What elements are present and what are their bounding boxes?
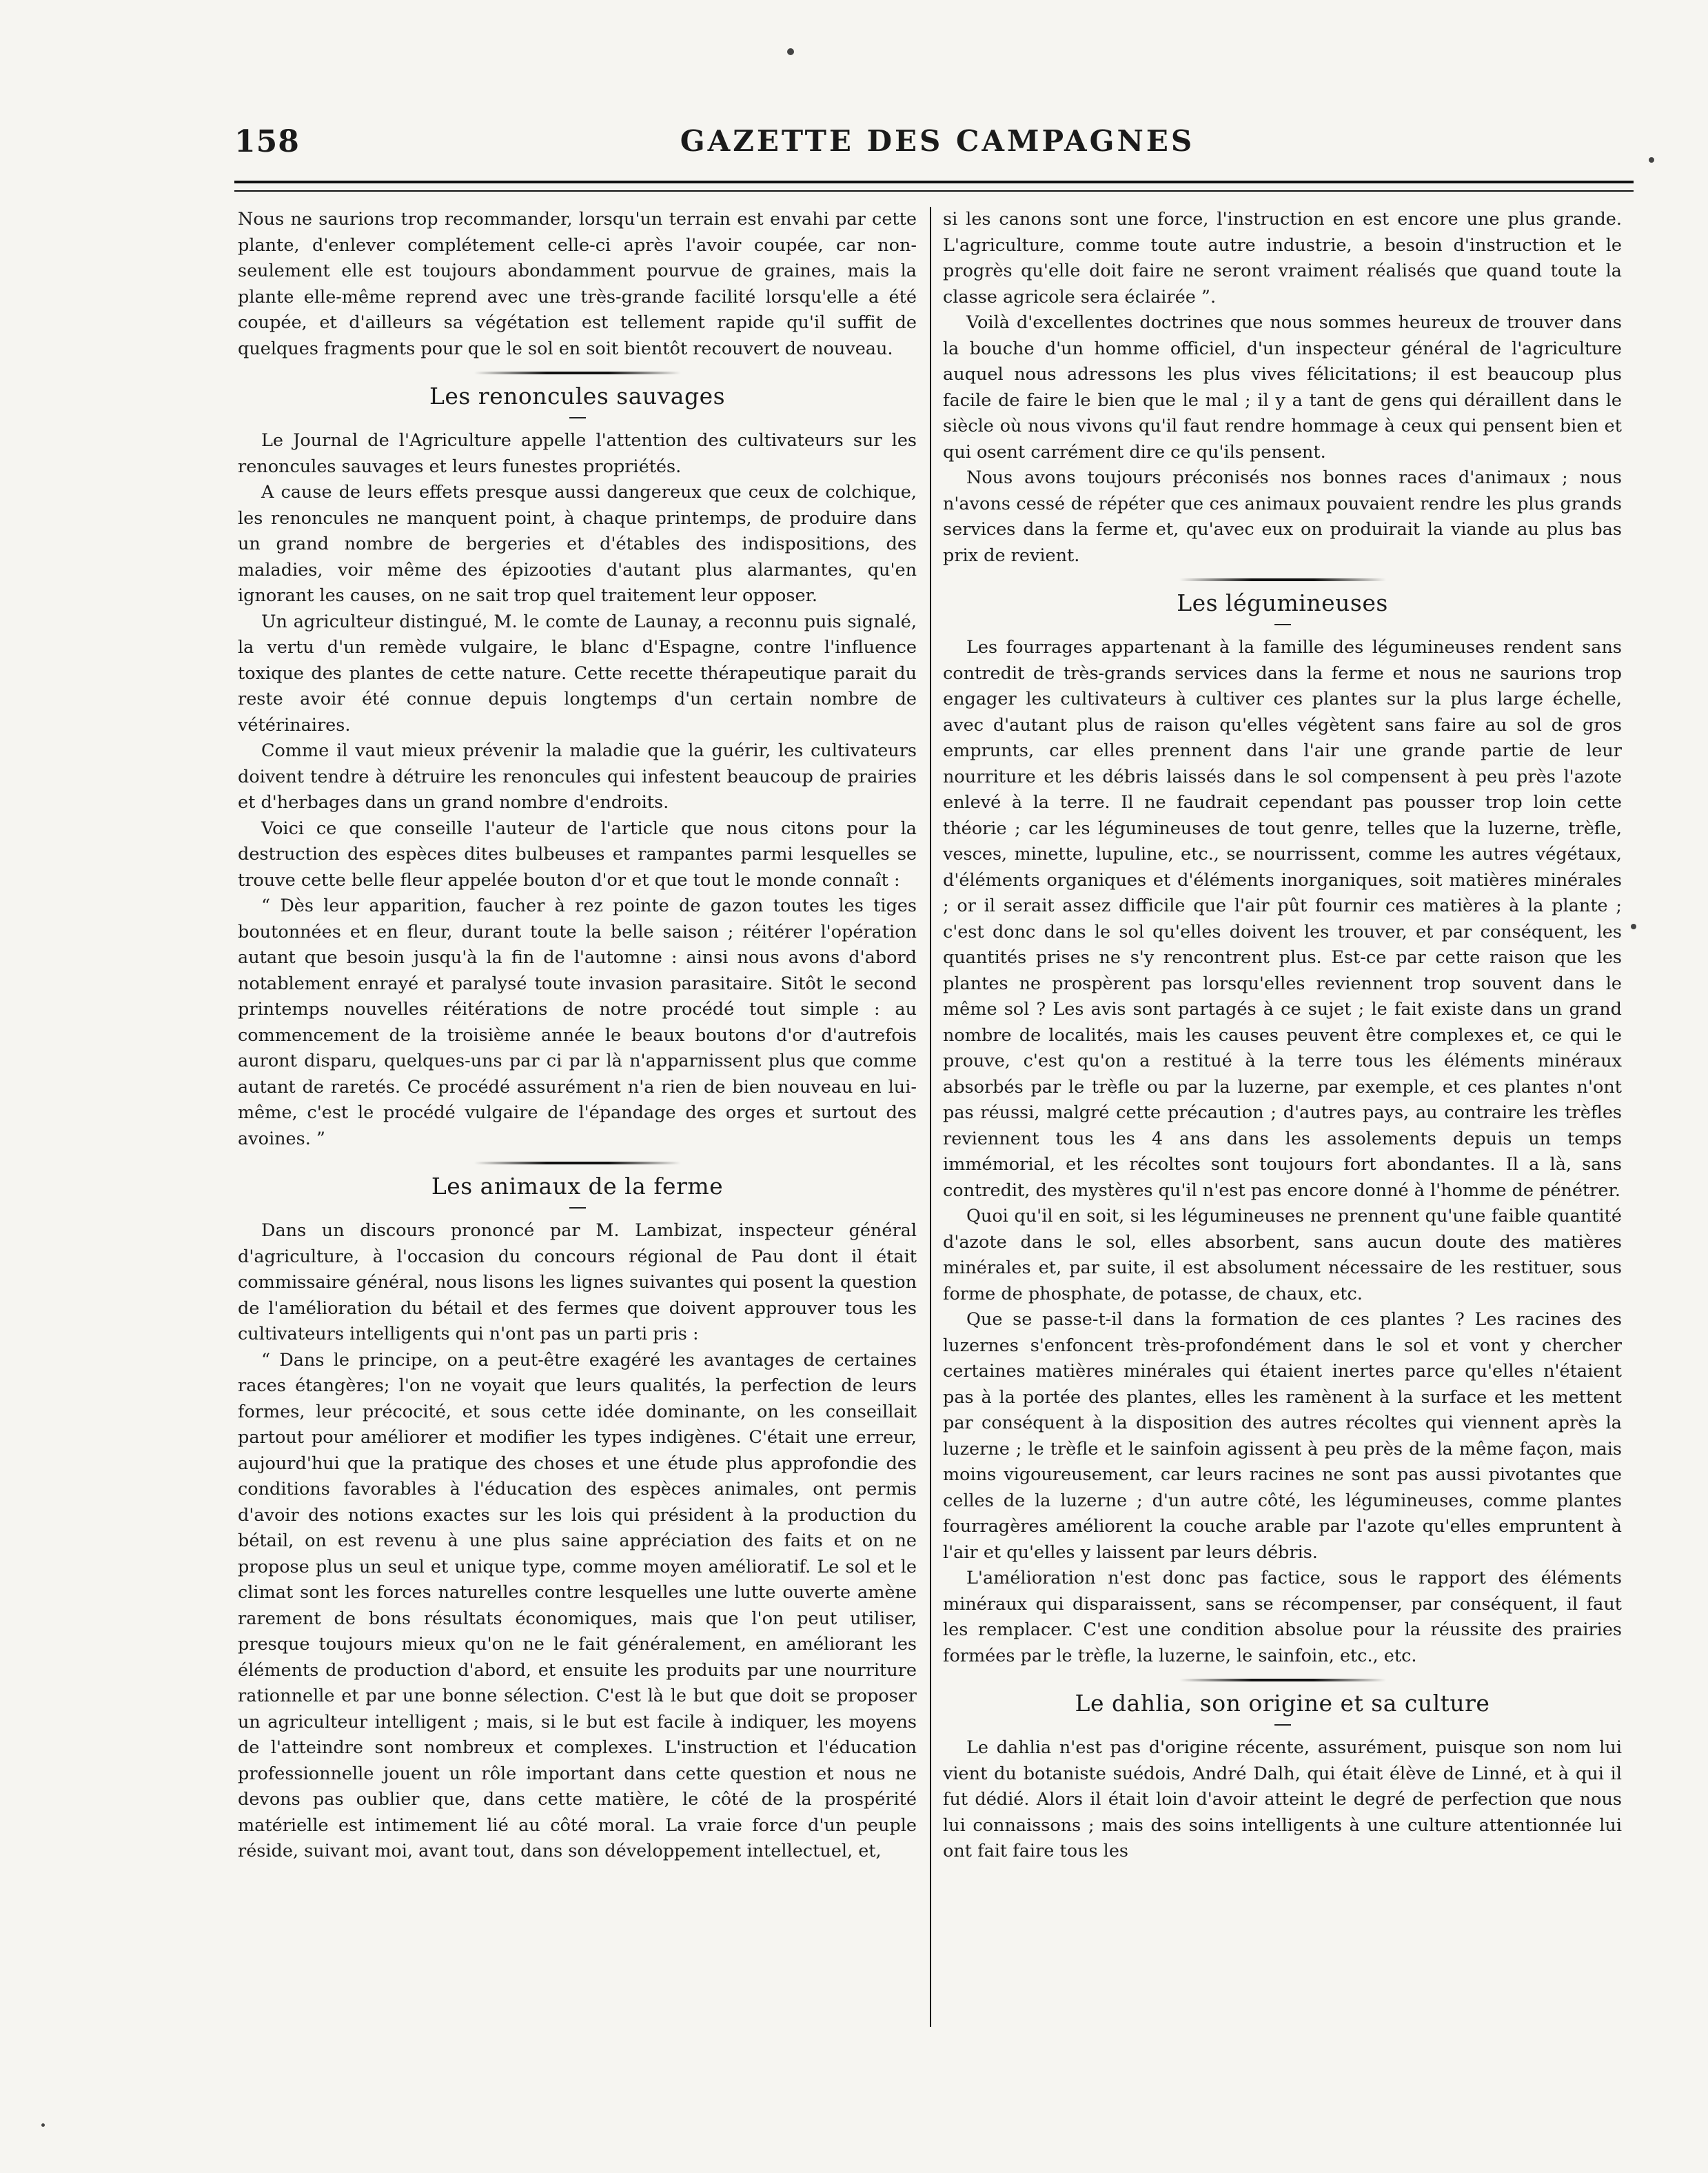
heading-dash — [1274, 624, 1291, 625]
quoted-paragraph: “ Dès leur apparition, faucher à rez pointe de gazon toutes les tiges boutonnées et en fleur, durant toute la belle saison ; réitérer l'opération autant que besoin jusqu'à la fin de l'automne : ainsi nous avons d'abord notablement enrayé et paralysé toute invasion parasitaire. Sitôt le second printemps nouvelles réitérations de notre procédé tout simple : au commencement de la troisième année le beaux boutons d'or d'autrefois auront disparu, quelques-uns par ci par là n'apparnissent plus que comme autant de raretés. Ce procédé assurément n'a rien de bien nouveau en lui-même, c'est le procédé vulgaire de l'épandage des orges et surtout des avoines. ” — [238, 896, 917, 1149]
paragraph: Les fourrages appartenant à la famille des légumineuses rendent sans contredit de très-grands services dans la ferme et nous ne saurions trop engager les cultivateurs à cultiver ces plantes sur la plus large échelle, avec d'autant plus de raison qu'elles végètent sans faire au sol de gros emprunts, car elles prennent dans l'air une grande partie de leur nourriture et les débris laissés dans le sol compensent à peu près l'azote enlevé à la terre. Il ne faudrait cependant pas pousser trop loin cette théorie ; car les légumineuses de tout genre, telles que la luzerne, trèfle, vesces, minette, lupuline, etc., se nourrissent, comme les autres végétaux, d'éléments organiques et d'éléments inorganiques, soit matières minérales ; or il serait assez difficile que l'air pût fournir ces matières à la plante ; c'est donc dans le sol qu'elles doivent les trouver, et par conséquent, les quantités prises ne s'y rencontrent plus. Est-ce par cette raison que les plantes ne prospèrent pas lorsqu'elles reviennent trop souvent dans le même sol ? Les avis sont partagés à ce sujet ; le fait existe dans un grand nombre de localités, mais les causes peuvent être complexes et, ce qui le prouve, c'est qu'on a restitué à la terre tous les éléments minéraux absorbés par le trèfle ou par la luzerne, par exemple, et ces plantes n'ont pas réussi, malgré cette précaution ; d'autres pays, au contraire les trèfles reviennent tous les 4 ans dans les assolements depuis un temps immémorial, et les récoltes sont toujours fort abondantes. Il a là, sans contredit, des mystères qu'il n'est pas encore donné à l'homme de pénétrer. — [943, 637, 1622, 1201]
paragraph: Voilà d'excellentes doctrines que nous sommes heureux de trouver dans la bouche d'un homme officiel, d'un inspecteur général de l'agriculture auquel nous adressons les plus vives félicitations; il est beaucoup plus facile de faire le bien que le mal ; il y a tant de gens qui déraillent dans le siècle où nous vivons qu'il faut rendre hommage à ceux qui pensent bien et qui osent carrément dire ce qu'ils pensent. — [943, 312, 1622, 463]
heading-dash — [569, 417, 586, 418]
heading-dash — [1274, 1724, 1291, 1726]
paragraph: A cause de leurs effets presque aussi dangereux que ceux de colchique, les renoncules ne manquent point, à chaque printemps, de produire dans un grand nombre de bergeries et d'étables des indispositions, des maladies, voir même des épizooties d'autant plus alarmantes, qu'en ignorant les causes, on ne sait trop quel traitement leur opposer. — [238, 482, 917, 606]
paragraph: Que se passe-t-il dans la formation de ces plantes ? Les racines des luzernes s'enfoncent très-profondément dans le sol et vont y chercher certaines matières minérales qui étaient inertes parce qu'elles n'étaient pas à la portée des plantes, elles les ramènent à la surface et les mettent par conséquent à la disposition des autres récoltes qui viennent après la luzerne ; le trèfle et le sainfoin agissent à peu près de la même façon, mais moins vigoureusement, car leurs racines ne sont pas aussi pivotantes que celles de la luzerne ; d'un autre côté, les légumineuses, comme plantes fourragères améliorent la couche arable par l'azote qu'elles empruntent à l'air et qu'elles y laissent par leurs débris. — [943, 1309, 1622, 1563]
section-title-animaux: Les animaux de la ferme — [431, 1173, 724, 1200]
paragraph: Quoi qu'il en soit, si les légumineuses ne prennent qu'une faible quantité d'azote dans le sol, elles absorbent, sans aucun doute des matières minérales et, par suite, il est absolument nécessaire de les restituer, sous forme de phosphate, de potasse, de chaux, etc. — [943, 1206, 1622, 1304]
print-speck — [787, 48, 794, 55]
section-heading-renoncules — [238, 372, 917, 418]
continued-paragraph: si les canons sont une force, l'instruction en est encore une plus grande. L'agriculture, comme toute autre industrie, a besoin d'instruction et le progrès qu'elle doit faire ne seront vraiment réalisés que quand toute la classe agricole sera éclairée ”. — [943, 209, 1622, 307]
intro-paragraph: Nous ne saurions trop recommander, lorsqu'un terrain est envahi par cette plante, d'enlever complétement celle-ci après l'avoir coupée, car non-seulement elle est toujours abondamment pourvue de graines, mais la plante elle-même reprend avec une très-grande facilité lorsqu'elle a été coupée, et d'ailleurs sa végétation est tellement rapide qu'il suffit de quelques fragments pour que le sol en soit bientôt recouvert de nouveau. — [238, 209, 917, 359]
heading-ornament — [1179, 1679, 1386, 1681]
paragraph: Comme il vaut mieux prévenir la maladie que la guérir, les cultivateurs doivent tendre à détruire les renoncules qui infestent beaucoup de prairies et d'herbages dans un grand nombre d'endroits. — [238, 740, 917, 813]
header-rule — [234, 181, 1634, 192]
section-heading-dahlia — [943, 1679, 1622, 1726]
heading-dash — [569, 1207, 586, 1209]
column-divider — [930, 207, 931, 2027]
right-column — [943, 207, 1622, 1865]
paragraph: Un agriculteur distingué, M. le comte de Launay, a reconnu puis signalé, la vertu d'un remède vulgaire, le blanc d'Espagne, contre l'influence toxique des plantes de cette nature. Cette recette thérapeutique parait du reste avoir été connue depuis longtemps d'un certain nombre de vétérinaires. — [238, 611, 917, 736]
heading-ornament — [474, 372, 681, 374]
section-title-renoncules: Les renoncules sauvages — [429, 383, 726, 410]
journal-title: GAZETTE DES CAMPAGNES — [680, 124, 1195, 158]
paragraph: Voici ce que conseille l'auteur de l'article que nous citons pour la destruction des espèces dites bulbeuses et rampantes parmi lesquelles se trouve cette belle fleur appelée bouton d'or et que tout le monde connaît : — [238, 818, 917, 891]
page-number: 158 — [234, 124, 300, 159]
section-title-legumineuses: Les légumineuses — [1177, 589, 1388, 616]
paragraph: Dans un discours prononcé par M. Lambizat, inspecteur général d'agriculture, à l'occasion du concours régional de Pau dont il était commissaire général, nous lisons les lignes suivantes qui posent la question de l'amélioration du bétail et des fermes que doivent approuver tous les cultivateurs intelligents qui n'ont pas un parti pris : — [238, 1220, 917, 1344]
print-speck — [1649, 157, 1654, 163]
page-header — [234, 116, 1640, 164]
quoted-paragraph: “ Dans le principe, on a peut-être exagéré les avantages de certaines races étangères; l'on ne voyait que leurs qualités, la perfection de leurs formes, leur précocité, et sous cette idée dominante, on les conseillait partout pour améliorer et modifier les types indigènes. C'était une erreur, aujourd'hui que la pratique des choses et une étude plus approfondie des conditions favorables à l'éducation des espèces animales, ont permis d'avoir des notions exactes sur les lois qui président à la production du bétail, on est revenu à une plus saine appréciation des faits et on ne propose plus un seul et unique type, comme moyen amélioratif. Le sol et le climat sont les forces naturelles contre lesquelles une lutte ouverte amène rarement de bons résultats économiques, mais que l'on peut utiliser, presque toujours mieux qu'on ne le fait généralement, en améliorant les éléments de production d'abord, et ensuite les produits par une nourriture rationnelle et par une bonne sélection. C'est là le but que doit se proposer un agriculteur intelligent ; mais, si le but est facile à indiquer, les moyens de l'atteindre sont nombreux et complexes. L'instruction et l'éducation professionnelle jouent un rôle important dans cette question et nous ne devons pas oublier que, dans cette matière, le côté de la prospérité matérielle est intimement lié au côté moral. La vraie force d'un peuple réside, suivant moi, avant tout, dans son développement intellectuel, et, — [238, 1349, 917, 1861]
left-column — [238, 207, 917, 1865]
section-title-dahlia: Le dahlia, son origine et sa culture — [1075, 1690, 1490, 1717]
print-speck — [1631, 924, 1636, 929]
paragraph: L'amélioration n'est donc pas factice, sous le rapport des éléments minéraux qui disparaissent, sans se récompenser, par conséquent, il faut les remplacer. C'est une condition absolue pour la réussite des prairies formées par le trèfle, la luzerne, le sainfoin, etc., etc. — [943, 1568, 1622, 1666]
paragraph: Le Journal de l'Agriculture appelle l'attention des cultivateurs sur les renoncules sauvages et leurs funestes propriétés. — [238, 430, 917, 477]
section-heading-legumineuses — [943, 578, 1622, 625]
heading-ornament — [474, 1162, 681, 1164]
section-heading-animaux — [238, 1162, 917, 1209]
print-speck — [41, 2123, 45, 2127]
paragraph: Le dahlia n'est pas d'origine récente, assurément, puisque son nom lui vient du botaniste suédois, André Dalh, qui était élève de Linné, et à qui il fut dédié. Alors il était loin d'avoir atteint le degré de perfection que nous lui connaissons ; mais des soins intelligents à une culture attentionnée lui ont fait faire tous les — [943, 1737, 1622, 1861]
paragraph: Nous avons toujours préconisés nos bonnes races d'animaux ; nous n'avons cessé de répéter que ces animaux pouvaient rendre les plus grands services dans la ferme et, qu'avec eux on produirait la viande au plus bas prix de revient. — [943, 467, 1622, 566]
heading-ornament — [1179, 578, 1386, 581]
